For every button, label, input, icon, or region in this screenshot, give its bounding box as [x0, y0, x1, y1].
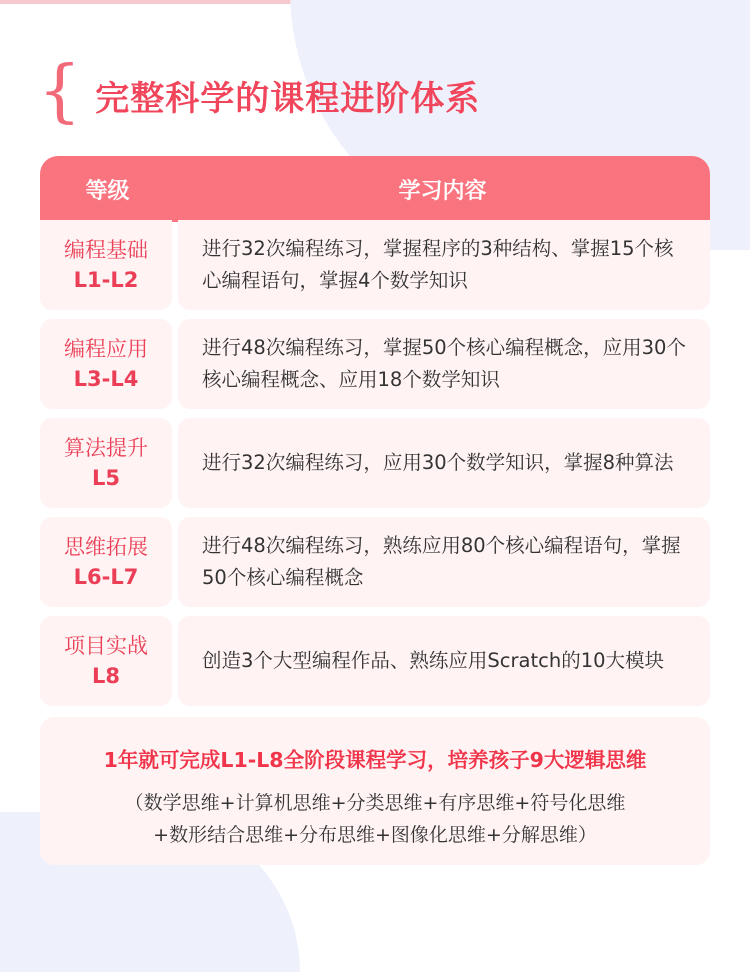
content-cell: 进行32次编程练习，掌握程序的3种结构、掌握15个核心编程语句，掌握4个数学知识 — [178, 220, 710, 310]
level-code: L6-L7 — [73, 565, 139, 589]
level-name: 思维拓展 — [64, 535, 148, 559]
table-header — [40, 156, 710, 222]
table-row — [40, 517, 710, 607]
level-code: L8 — [92, 664, 120, 688]
brace-decoration-icon: { — [38, 52, 82, 131]
table-row — [40, 319, 710, 409]
summary-detail — [40, 787, 710, 851]
level-name: 项目实战 — [64, 634, 148, 658]
header-content: 学习内容 — [398, 178, 487, 204]
level-cell — [40, 616, 172, 706]
level-cell — [40, 319, 172, 409]
table-row — [40, 418, 710, 508]
level-code: L5 — [92, 466, 120, 490]
summary-main: 1年就可完成L1-L8全阶段课程学习，培养孩子9大逻辑思维 — [103, 748, 647, 772]
level-code: L3-L4 — [73, 367, 139, 391]
level-cell — [40, 517, 172, 607]
content-cell: 进行48次编程练习，熟练应用80个核心编程语句，掌握50个核心编程概念 — [178, 517, 710, 607]
table-row — [40, 220, 710, 310]
summary-box — [40, 717, 710, 865]
level-name: 编程应用 — [64, 337, 148, 361]
content-cell: 进行32次编程练习，应用30个数学知识，掌握8种算法 — [178, 418, 710, 508]
level-name: 编程基础 — [64, 238, 148, 262]
summary-line-1: （数学思维+计算机思维+分类思维+有序思维+符号化思维 — [124, 792, 626, 814]
course-table — [40, 156, 710, 715]
page-heading — [38, 52, 481, 131]
level-cell — [40, 220, 172, 310]
level-cell — [40, 418, 172, 508]
level-code: L1-L2 — [73, 268, 139, 292]
summary-line-2: +数形结合思维+分布思维+图像化思维+分解思维） — [153, 824, 597, 846]
page-title: 完整科学的课程进阶体系 — [95, 78, 481, 119]
header-level: 等级 — [85, 178, 130, 204]
level-name: 算法提升 — [64, 436, 148, 460]
table-row — [40, 616, 710, 706]
content-cell: 进行48次编程练习，掌握50个核心编程概念，应用30个核心编程概念、应用18个数学知识 — [178, 319, 710, 409]
content-cell: 创造3个大型编程作品、熟练应用Scratch的10大模块 — [178, 616, 710, 706]
